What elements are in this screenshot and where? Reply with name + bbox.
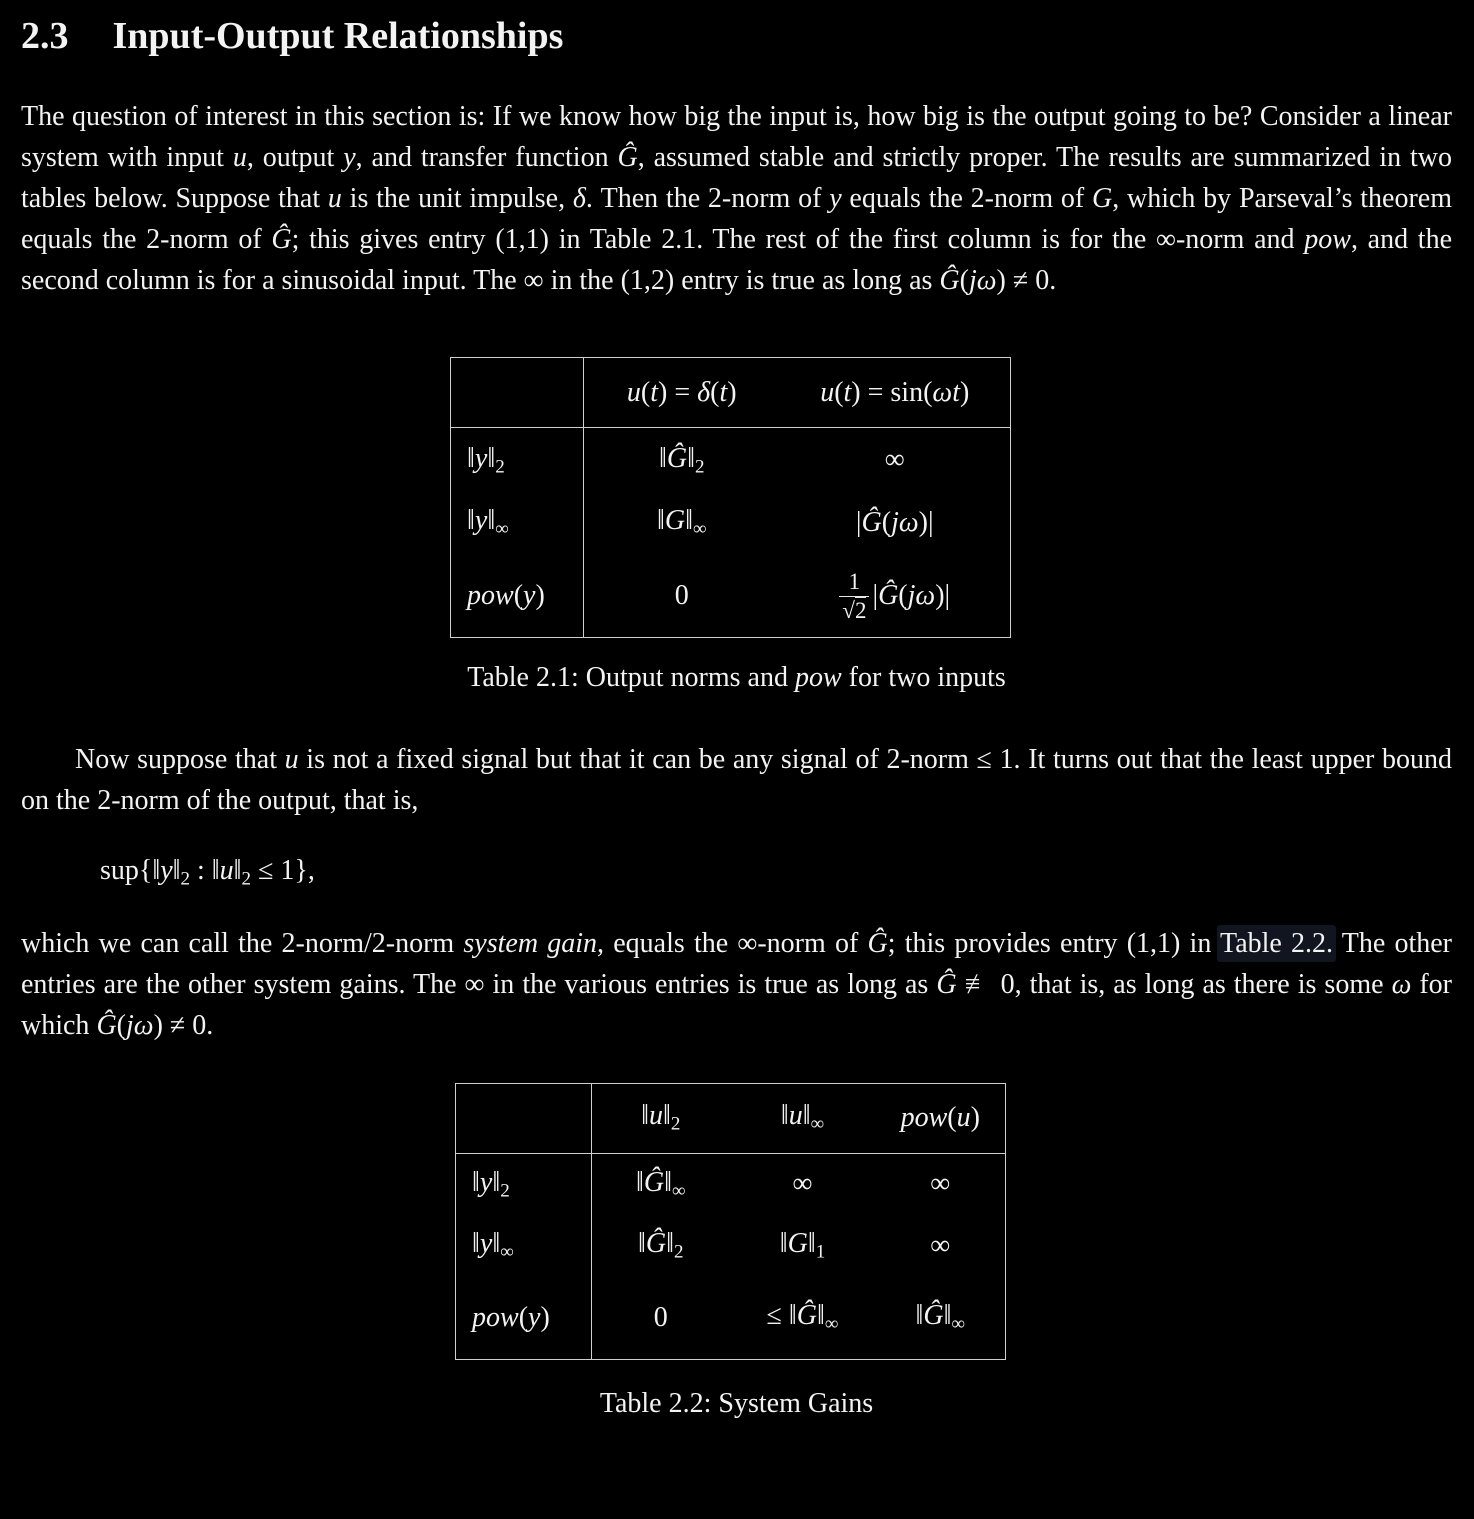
- text-run: ‖: [779, 1228, 788, 1260]
- table-cell: [730, 1277, 876, 1359]
- table-row: [456, 1215, 1006, 1277]
- text-run: sup{‖: [100, 855, 161, 887]
- text-run: ): [727, 376, 737, 408]
- text-run: y: [528, 1301, 541, 1333]
- text-run: Ĝ: [645, 1228, 667, 1260]
- text-run: |: [872, 579, 879, 611]
- text-run: (: [881, 506, 892, 538]
- table-corner-cell: [456, 1083, 592, 1153]
- text-run: (: [710, 376, 720, 408]
- col-header-sinusoid-input: [780, 358, 1011, 428]
- text-run: y: [829, 183, 842, 214]
- text-run: for two inputs: [841, 662, 1006, 694]
- col-header-u-infnorm: [730, 1083, 876, 1153]
- text-run: ‖: [472, 1228, 480, 1260]
- row-label-y-infnorm: [451, 492, 584, 554]
- text-run: (: [959, 265, 969, 297]
- table-2-1-caption: [21, 658, 1452, 699]
- text-run: δ: [572, 183, 586, 214]
- text-run: Ĝ: [666, 442, 688, 474]
- text-run: y: [160, 855, 173, 887]
- text-run: ‖: [641, 1100, 649, 1132]
- text-run: ) ≠ 0.: [996, 265, 1057, 297]
- table-cell: [876, 1215, 1006, 1277]
- text-run: ‖: [943, 1300, 952, 1332]
- text-run: jω: [891, 506, 919, 538]
- text-run: 2: [495, 455, 505, 477]
- text-run: (: [947, 1102, 957, 1134]
- text-run: y: [523, 579, 536, 611]
- text-run: (: [640, 376, 651, 408]
- text-run: , equals the ∞-norm of: [597, 928, 868, 960]
- text-run: y: [474, 442, 488, 474]
- text-run: ‖: [487, 442, 496, 474]
- text-run: (: [834, 376, 844, 408]
- text-run: Ĝ: [878, 579, 899, 611]
- text-run: ‖: [638, 1228, 646, 1260]
- text-run: u: [327, 183, 342, 214]
- col-header-u-2norm: [592, 1083, 730, 1153]
- text-run: ‖: [662, 1100, 671, 1132]
- text-run: , output: [246, 141, 344, 173]
- text-run: ‖: [233, 855, 242, 887]
- text-run: u: [284, 744, 299, 776]
- text-run: ‖: [664, 1166, 672, 1198]
- text-run: 1: [815, 1241, 826, 1263]
- text-run: ‖: [780, 1100, 789, 1132]
- text-run: jω: [907, 579, 936, 611]
- table-row: [451, 428, 1011, 492]
- text-run: 2: [694, 455, 705, 477]
- text-run: ≤ 1},: [251, 855, 315, 887]
- text-run: u: [219, 855, 234, 887]
- table-cell: [780, 554, 1011, 638]
- text-run: ‖: [817, 1300, 825, 1332]
- text-run: ‖: [659, 442, 667, 474]
- col-header-impulse-input: [584, 358, 780, 428]
- text-run: ): [540, 1301, 550, 1333]
- text-run: Ĝ: [861, 506, 882, 538]
- text-run: 2: [500, 1180, 510, 1202]
- text-run: (: [116, 1010, 126, 1042]
- text-run: 0: [674, 579, 689, 611]
- text-run: ωt: [932, 376, 960, 408]
- text-run: Ĝ: [939, 265, 960, 297]
- row-label-y-2norm: [456, 1153, 592, 1215]
- text-run: ) =: [658, 376, 698, 408]
- text-run: ∞: [692, 518, 707, 540]
- text-run: which we can call the 2-norm/2-norm: [21, 928, 464, 960]
- text-run: system gain: [463, 928, 598, 960]
- text-run: (: [513, 579, 524, 611]
- table-header-row: [451, 358, 1011, 428]
- text-run: u: [820, 376, 835, 408]
- text-run: pow: [794, 662, 842, 694]
- text-run: 2: [670, 1113, 681, 1135]
- text-run: ): [959, 376, 970, 408]
- text-run: )|: [935, 579, 951, 611]
- text-run: u: [956, 1102, 971, 1134]
- text-run: y: [479, 1228, 493, 1260]
- fraction-denominator: [839, 596, 869, 624]
- text-run: ∞: [884, 444, 905, 476]
- paragraph-suppose: [21, 739, 1452, 821]
- fraction-one-over-sqrt2: [839, 568, 869, 624]
- text-run: ‖: [467, 505, 475, 537]
- section-heading: [21, 15, 1452, 59]
- text-run: pow: [467, 579, 514, 611]
- text-run: |: [855, 506, 862, 538]
- text-run: ‖: [666, 1228, 674, 1260]
- text-run: ‖: [915, 1300, 924, 1332]
- text-run: is not a fixed signal but that it can be any signal of 2-norm ≤ 1. It turns out that the least upper bound on the 2-norm of the output, that is,: [21, 744, 1452, 817]
- row-label-pow-y: [451, 554, 584, 638]
- text-run: ∞: [951, 1313, 966, 1335]
- text-run: Ĝ: [617, 141, 638, 173]
- text-run: Ĝ: [867, 928, 888, 960]
- text-run: Table 2.2: System Gains: [599, 1387, 874, 1419]
- text-run: ≤ ‖: [766, 1300, 797, 1332]
- table-cell: [584, 492, 780, 554]
- table-row: [456, 1277, 1006, 1359]
- text-run: ; this gives entry (1,1) in Table 2.1. The rest of the first column is for the ∞-norm and: [291, 224, 1305, 256]
- text-run: t: [843, 376, 852, 408]
- text-run: ∞: [824, 1313, 839, 1335]
- text-run: 2: [241, 868, 252, 890]
- table-cell: [584, 554, 780, 638]
- text-run: y: [474, 505, 488, 537]
- row-label-y-infnorm: [456, 1215, 592, 1277]
- paragraph-intro: [21, 96, 1452, 302]
- table-cell: [584, 428, 780, 492]
- text-run: ∞: [792, 1168, 813, 1200]
- text-run: ‖: [685, 505, 693, 537]
- table-cell: [876, 1153, 1006, 1215]
- table-cell: [592, 1215, 730, 1277]
- paragraph-system-gain: [21, 923, 1452, 1046]
- text-run: ∞: [810, 1113, 825, 1135]
- text-run: δ: [697, 376, 711, 408]
- table-cell: [730, 1153, 876, 1215]
- text-run: ∞: [500, 1241, 514, 1263]
- text-run: ω: [1391, 969, 1412, 1001]
- text-run: G: [1091, 183, 1113, 214]
- text-run: Ĝ: [271, 224, 292, 256]
- table-row: [451, 492, 1011, 554]
- text-run: 2: [180, 868, 191, 890]
- text-run: u: [648, 1100, 663, 1132]
- text-run: t: [650, 376, 659, 408]
- text-run: ) = sin(: [851, 376, 933, 408]
- text-run: ∞: [930, 1230, 951, 1262]
- text-run: ‖: [492, 1166, 501, 1198]
- text-run: ‖: [467, 442, 475, 474]
- text-run: jω: [968, 265, 997, 297]
- text-run: 2: [673, 1241, 684, 1263]
- table-cell: [876, 1277, 1006, 1359]
- text-run: Now suppose that: [75, 744, 285, 776]
- text-run: Ĝ: [923, 1300, 944, 1332]
- row-label-y-2norm: [451, 428, 584, 492]
- table-row: [451, 554, 1011, 638]
- text-run: ∞: [671, 1180, 686, 1202]
- fraction-numerator: 1: [848, 568, 861, 594]
- text-run: ‖: [492, 1228, 501, 1260]
- math-expression: [872, 580, 950, 611]
- text-run: y: [479, 1166, 493, 1198]
- text-run: . Then the 2-norm of: [585, 183, 830, 214]
- text-run: ∞: [930, 1168, 951, 1200]
- table-cell: [592, 1277, 730, 1359]
- text-run: ): [535, 579, 545, 611]
- table-2-2: [455, 1083, 1006, 1360]
- text-run: ‖: [635, 1166, 644, 1198]
- table-2-1: [450, 357, 1011, 638]
- table-cell: [780, 492, 1011, 554]
- text-run: ∞: [495, 518, 509, 540]
- text-run: ) ≠ 0.: [153, 1010, 214, 1042]
- text-run: (: [518, 1301, 529, 1333]
- table-corner-cell: [451, 358, 584, 428]
- text-run: u: [232, 141, 247, 173]
- text-run: ): [970, 1102, 980, 1134]
- text-run: , and transfer function: [355, 141, 618, 173]
- text-run: jω: [126, 1010, 154, 1042]
- table-2-2-link[interactable]: Table 2.2.: [1220, 928, 1334, 960]
- text-run: pow: [472, 1301, 519, 1333]
- text-run: ‖: [656, 505, 665, 537]
- text-run: ‖: [472, 1166, 480, 1198]
- text-run: equals the 2-norm of: [841, 183, 1092, 214]
- text-run: The question of interest in this section is: If we know how big the input is, how big is the output going to be? Consider a linear system with input: [21, 100, 1452, 173]
- section-title: Input-Output Relationships: [112, 15, 564, 57]
- text-run: 0: [653, 1301, 668, 1333]
- text-run: for which: [21, 969, 1453, 1042]
- section-number: 2.3: [21, 15, 69, 57]
- text-run: (: [898, 579, 908, 611]
- table-cell: [730, 1215, 876, 1277]
- text-run: is the unit impulse,: [341, 183, 573, 214]
- text-run: Ĝ: [936, 969, 957, 1001]
- text-run: Ĝ: [643, 1166, 665, 1198]
- table-header-row: [456, 1083, 1006, 1153]
- text-run: pow: [900, 1102, 948, 1134]
- text-run: ‖: [487, 505, 496, 537]
- text-run: Ĝ: [796, 1300, 817, 1332]
- text-run: Ĝ: [96, 1010, 117, 1042]
- text-run: ‖: [172, 855, 181, 887]
- col-header-pow-u: [876, 1083, 1006, 1153]
- text-run: pow: [1304, 224, 1351, 256]
- text-run: G: [664, 505, 686, 537]
- text-run: : ‖: [190, 855, 220, 887]
- row-label-pow-y: [456, 1277, 592, 1359]
- text-run: ‖: [687, 442, 695, 474]
- text-run: ‖: [802, 1100, 811, 1132]
- text-run: ‖: [807, 1228, 816, 1260]
- text-run: G: [787, 1228, 808, 1260]
- table-2-2-caption: [21, 1384, 1452, 1425]
- text-run: )|: [918, 506, 934, 538]
- text-run: , which by Parseval’s theorem equals the 2-norm of: [21, 183, 1452, 256]
- table-cell: [780, 428, 1011, 492]
- text-run: ; this provides entry (1,1) in: [887, 928, 1221, 960]
- text-run: , and the second column is for a sinusoidal input. The ∞ in the (1,2) entry is true as long as: [21, 224, 1453, 297]
- radical-sign: √: [842, 597, 855, 623]
- text-run: ≢ 0, that is, as long as there is some: [956, 969, 1392, 1001]
- radicand: 2: [854, 597, 867, 623]
- table-row: [456, 1153, 1006, 1215]
- text-run: u: [626, 376, 641, 408]
- text-run: The other entries are the other system gains. The ∞ in the various entries is true as long as: [21, 928, 1452, 1001]
- table-cell: [592, 1153, 730, 1215]
- text-run: t: [719, 376, 728, 408]
- equation-sup-norm: [100, 849, 1452, 895]
- text-run: y: [343, 141, 356, 173]
- text-run: Table 2.1: Output norms and: [467, 662, 795, 694]
- text-run: , assumed stable and strictly proper. The results are summarized in two tables below. Suppose that: [21, 141, 1452, 214]
- text-run: u: [788, 1100, 803, 1132]
